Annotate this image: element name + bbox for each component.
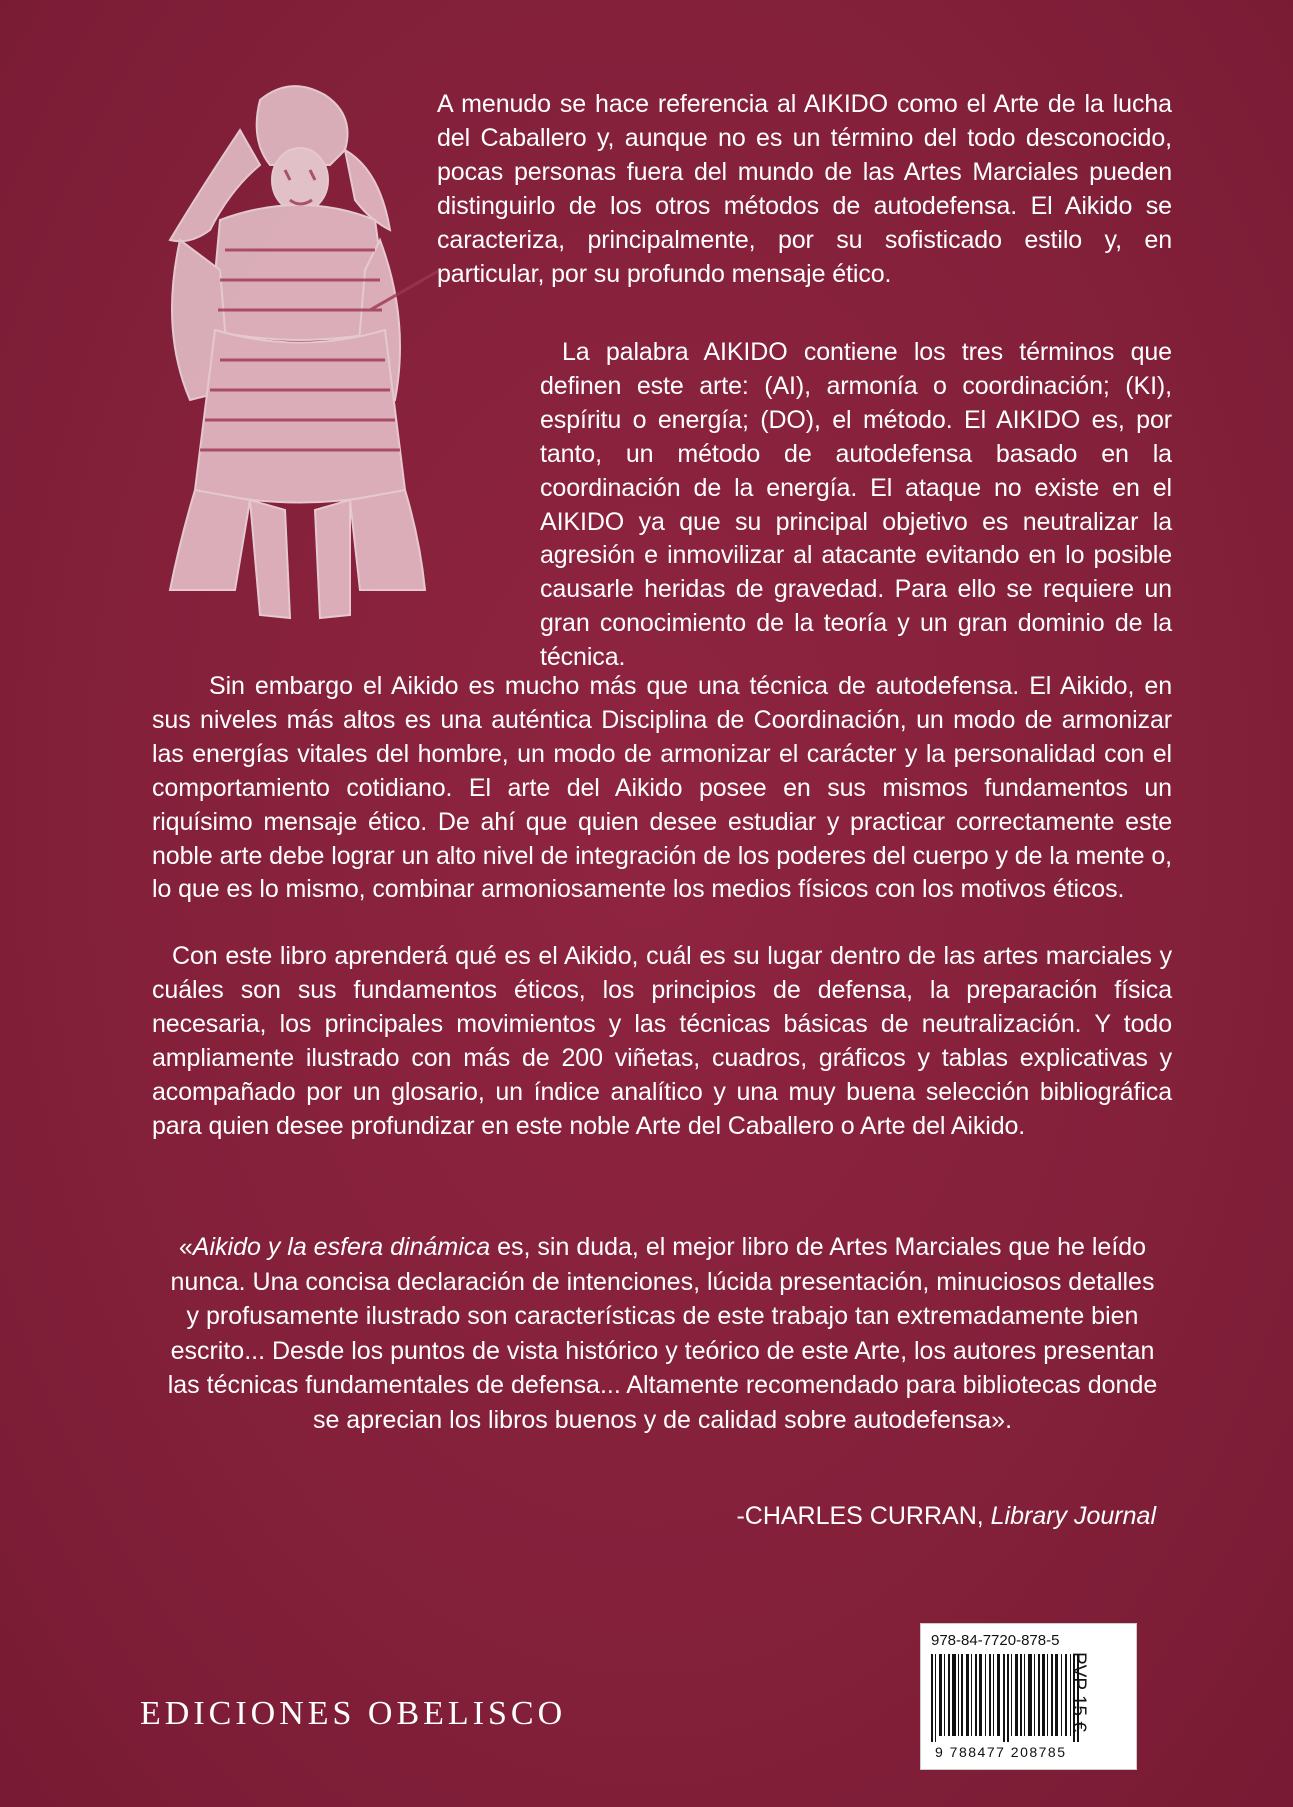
samurai-illustration [140,70,440,630]
paragraph-text: Con este libro aprenderá qué es el Aikido, cuál es su lugar dentro de las artes marciales y cuáles son sus fundamentos éticos, los principios de defensa, la preparación física necesaria, los principales movimientos y las técnicas básicas de neutralización. Y todo ampliamente ilustrado con más de 200 viñetas, cuadros, gráficos y tablas explicativas y acompañado por un glosario, un índice analítico y una muy buena selección bibliográfica para quien desee profundizar en este noble Arte del Caballero o Arte del Aikido. [152,942,1172,1140]
quote-open-mark: « [178,1233,193,1261]
review-quote [165,1230,1160,1438]
paragraph-text: A menudo se hace referencia al AIKIDO como el Arte de la lucha del Caballero y, aunque no es un término del todo desconocido, pocas personas fuera del mundo de las Artes Marciales pueden distinguirlo de los otros métodos de autodefensa. El Aikido se caracteriza, principalmente, por su sofisticado estilo y, en particular, por su profundo mensaje ético. [437,90,1172,288]
publisher-name: EDICIONES OBELISCO [140,1695,567,1732]
discipline-paragraph [152,670,1172,907]
isbn-text: 978-84-7720-878-5 [931,1632,1060,1649]
barcode-label [920,1623,1137,1770]
quote-text: es, sin duda, el mejor libro de Artes Marciales que he leído nunca. Una concisa declaración de intenciones, lúcida presentación, minuciosos detalles y profusamente ilustrado son características de este trabajo tan extremadamente bien escrito... Desde los puntos de vista histórico y teórico de este Arte, los autores presentan las técnicas fundamentales de defensa... Altamente recomendado para bibliotecas donde se aprecian los libros buenos y de calidad sobre autodefensa». [167,1233,1158,1434]
paragraph-text: La palabra AIKIDO contiene los tres términos que definen este arte: (AI), armonía o coordinación; (KI), espíritu o energía; (DO), el método. El AIKIDO es, por tanto, un método de autodefensa basado en la coordinación de la energía. El ataque no existe en el AIKIDO ya que su principal objetivo es neutralizar la agresión e inmovilizar al atacante evitando en lo posible causarle heridas de gravedad. Para ello se requiere un gran conocimiento de la teoría y un gran dominio de la técnica. [540,338,1172,672]
quote-source: Library Journal [990,1502,1156,1530]
ean-digits: 9 788477 208785 [935,1744,1067,1760]
intro-paragraph [437,88,1172,291]
quoted-book-title: Aikido y la esfera dinámica [192,1233,491,1261]
paragraph-text: Sin embargo el Aikido es mucho más que una técnica de autodefensa. El Aikido, en sus niveles más altos es una auténtica Disciplina de Coordinación, un modo de armonizar las energías vitales del hombre, un modo de armonizar el carácter y la personalidad con el comportamiento cotidiano. El arte del Aikido posee en sus mismos fundamentos un riquísimo mensaje ético. De ahí que quien desee estudiar y practicar correctamente este noble arte debe lograr un alto nivel de integración de los poderes del cuerpo y de la mente o, lo que es lo mismo, combinar armoniosamente los medios físicos con los motivos éticos. [152,672,1172,904]
definition-paragraph [540,336,1172,675]
quote-attribution [736,1502,1156,1531]
barcode-icon [931,1654,1081,1742]
book-contents-paragraph [152,940,1172,1143]
quote-author: -CHARLES CURRAN, [736,1502,991,1530]
price-label: PVP 15 € [1068,1652,1089,1732]
